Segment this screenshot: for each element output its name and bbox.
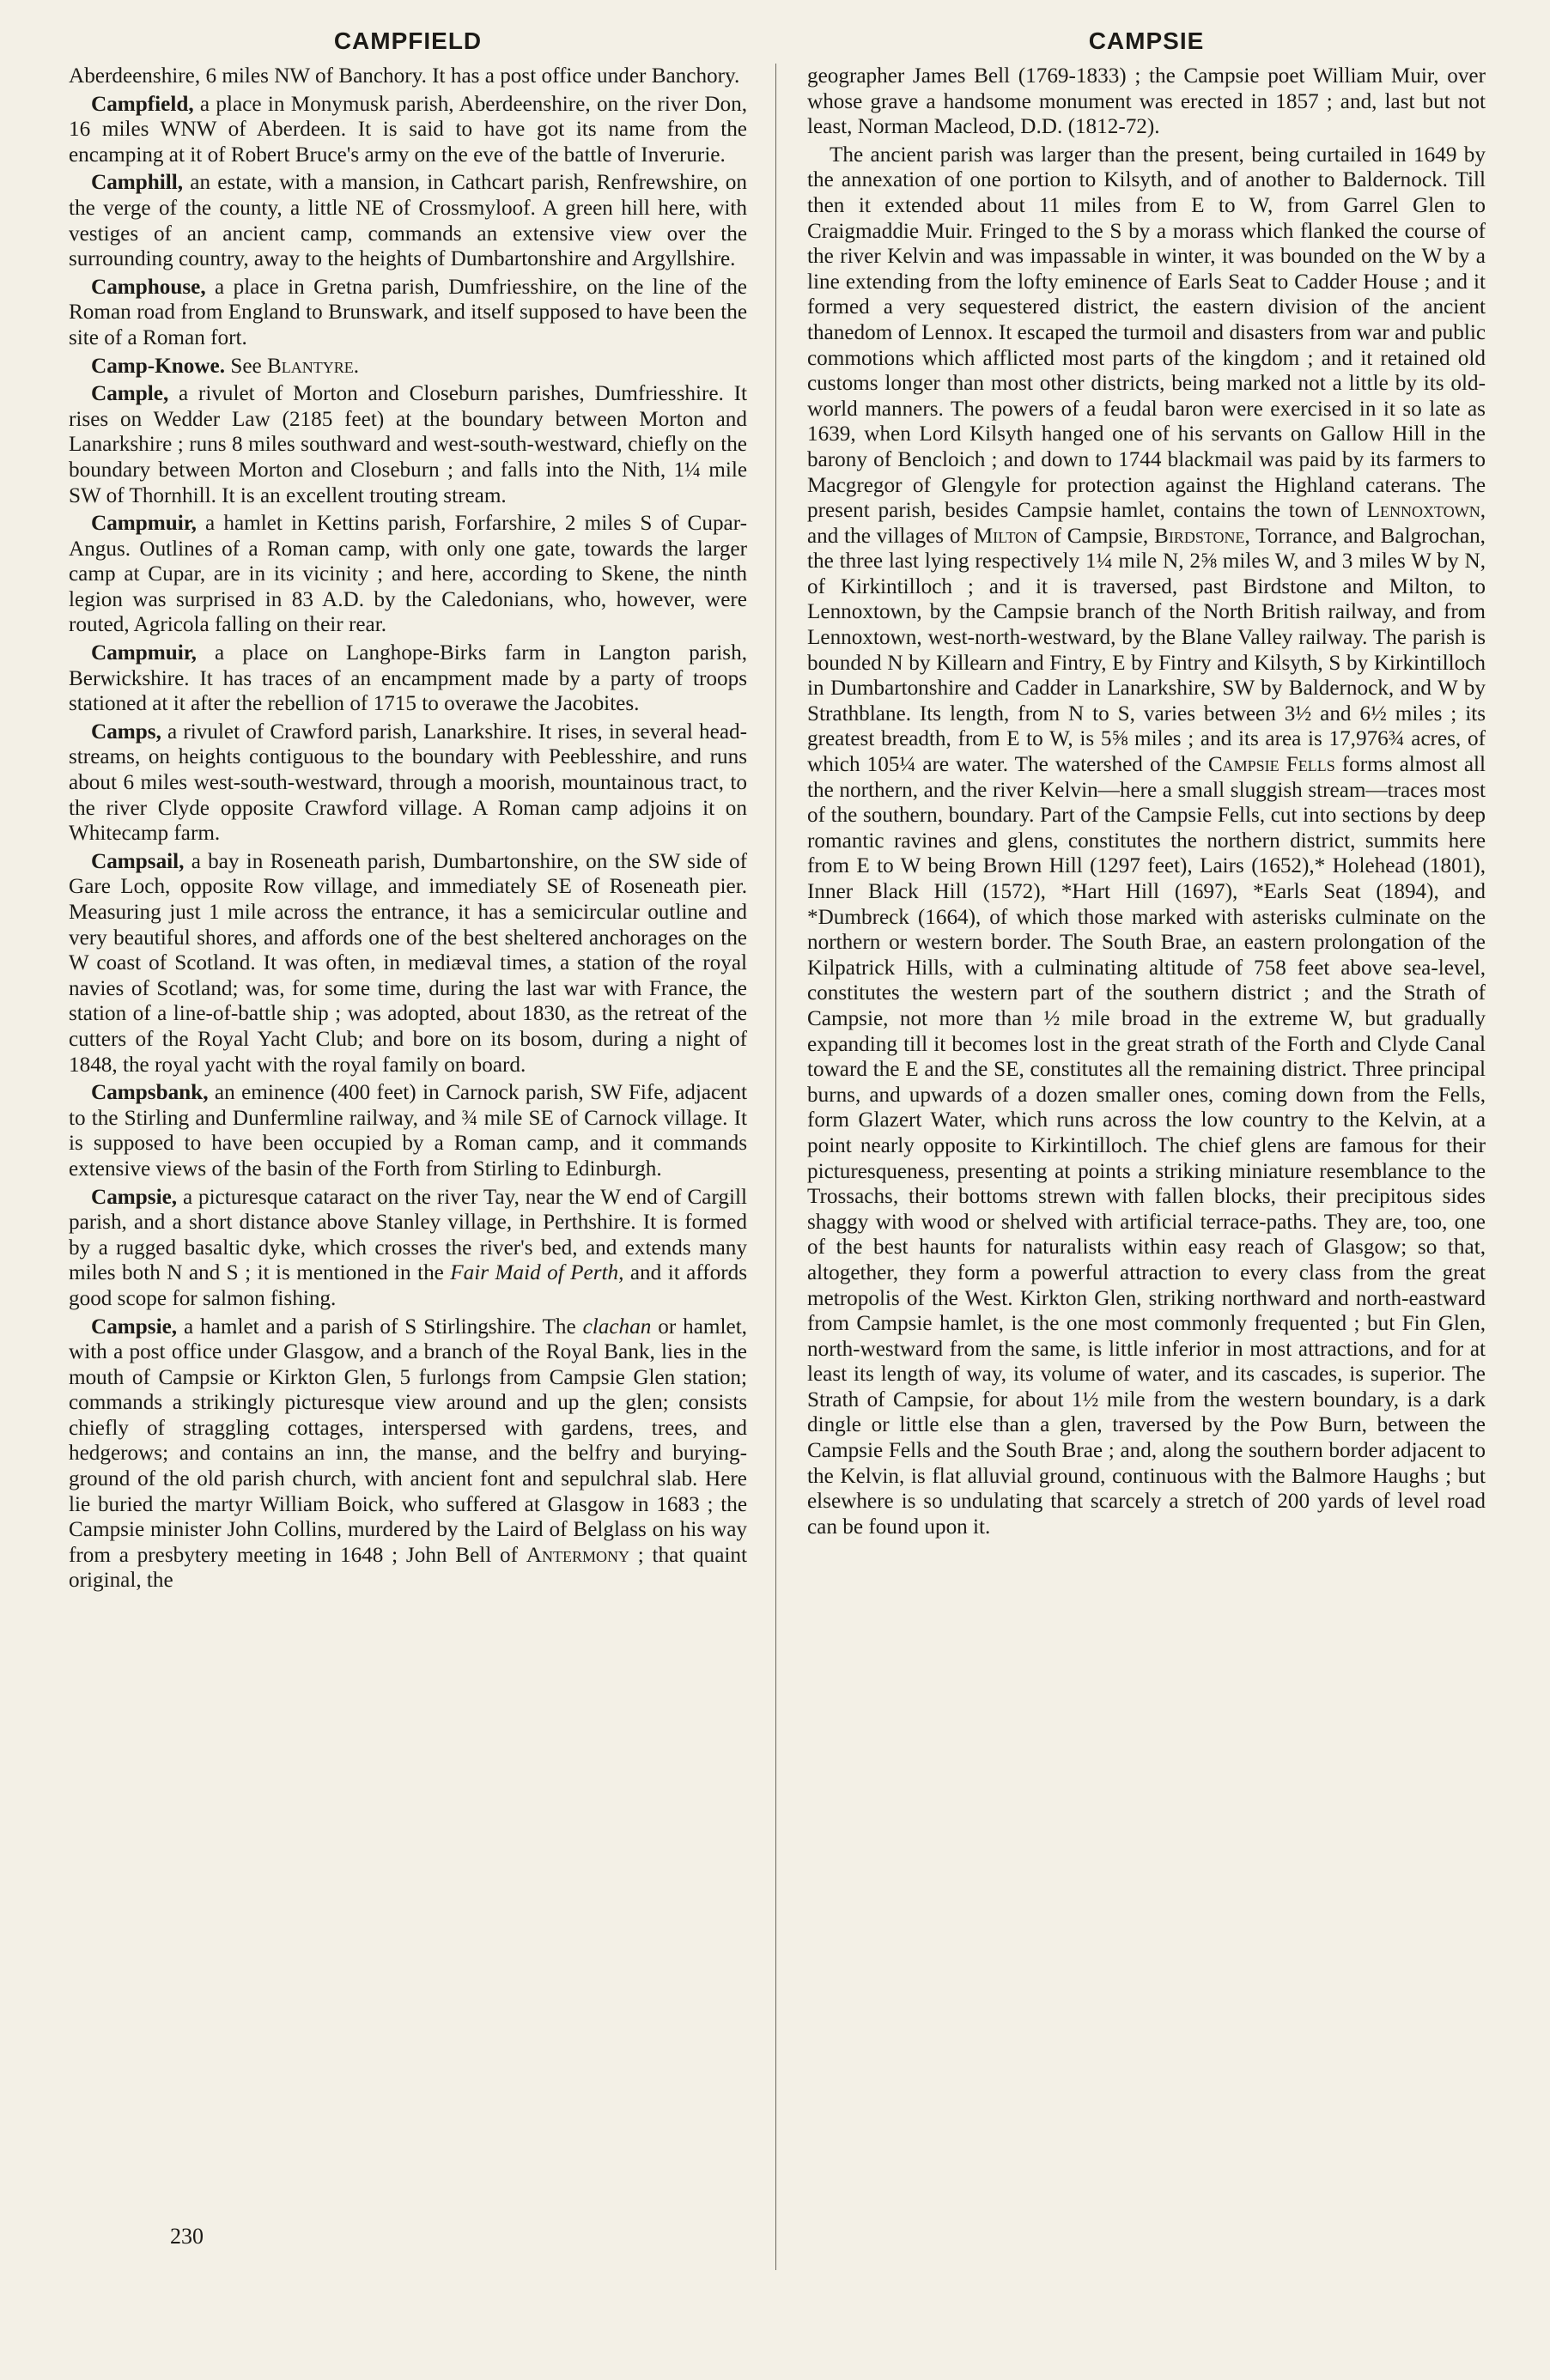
running-head-right: CAMPSIE bbox=[1088, 27, 1205, 54]
cross-reference: Blantyre bbox=[267, 354, 354, 378]
headword: Camp-Knowe. bbox=[91, 354, 226, 378]
headword: Campsie, bbox=[91, 1185, 178, 1209]
headword: Campsbank, bbox=[91, 1081, 209, 1105]
entry-campmuir-berwickshire: Campmuir, a place on Langhope-Birks farm in Langton parish, Berwickshire. It has traces of an encampment made by a party of troops stationed at it after the rebellion of 1715 to overawe the Jacobites. bbox=[69, 641, 747, 716]
column-divider bbox=[775, 64, 776, 2270]
headword: Camphouse, bbox=[91, 275, 206, 299]
paragraph-ancient-parish: The ancient parish was larger than the present, being curtailed in 1649 by the annexation of one portion to Kilsyth, and of another to Baldernock. Till then it extended about 11 miles from E to W, from Garrel Glen to Craigmaddie Muir. Fringed to the S by a morass which flanked the course of the river Kelvin and was impassable in winter, it was bounded on the W by a line extending from the lofty eminence of Earls Seat to Cadder House ; and it formed a very sequestered district, the eastern division of the ancient thanedom of Lennox. It escaped the turmoil and disasters from war and public commotions which afflicted most parts of the kingdom ; and it retained old customs longer than most other districts, being marked not a little by its old-world manners. The powers of a feudal baron were exercised in it so late as 1639, when Lord Kilsyth hanged one of his servants on Gallow Hill in the barony of Bencloich ; and down to 1744 blackmail was paid by its farmers to Macgregor of Glengyle for protection against the Highland caterans. The present parish, besides Campsie hamlet, contains the town of Lennoxtown, and the villages of Milton of Campsie, Birdstone, Torrance, and Balgrochan, the three last lying respectively 1¼ mile N, 2⅝ miles W, and 3 miles W by N, of Kirkintilloch ; and it is traversed, past Birdstone and Milton, to Lennoxtown, by the Campsie branch of the North British railway, and from Lennoxtown, west-north-westward, by the Blane Valley railway. The parish is bounded N by Killearn and Fintry, E by Fintry and Kilsyth, S by Kirkintilloch in Dumbartonshire and Cadder in Lanarkshire, SW by Baldernock, and W by Strathblane. Its length, from N to S, varies between 3½ and 6½ miles ; its greatest breadth, from E to W, is 5⅝ miles ; and its area is 17,976¾ acres, of which 105¼ are water. The watershed of the Campsie Fells forms almost all the northern, and the river Kelvin—here a small sluggish stream—traces most of the southern, boundary. Part of the Campsie Fells, cut into sections by deep romantic ravines and glens, constitutes the northern district, summits here from E to W being Brown Hill (1297 feet), Lairs (1652),* Holehead (1801), Inner Black Hill (1572), *Hart Hill (1697), *Earls Seat (1894), and *Dumbreck (1664), of which those marked with asterisks culminate on the northern or western border. The South Brae, an eastern prolongation of the Kilpatrick Hills, with a culminating altitude of 758 feet above sea-level, constitutes the western part of the southern district ; and the Strath of Campsie, not more than ½ mile broad in the extreme W, but gradually expanding till it becomes lost in the great strath of the Forth and Clyde Canal toward the E and the SE, constitutes all the remaining district. Three principal burns, and upwards of a dozen smaller ones, coming down from the Fells, form Glazert Water, which runs across the low country to the Kelvin, at a point nearly opposite to Kirkintilloch. The chief glens are famous for their picturesqueness, presenting at points a striking miniature resemblance to the Trossachs, their bottoms strewn with fallen blocks, their precipitous sides shaggy with wood or shelved with artificial terrace-paths. They are, too, one of the best haunts for naturalists within easy reach of Glasgow; so that, altogether, they form a powerful attraction to every class from the great metropolis of the West. Kirkton Glen, striking northward and north-eastward from Campsie hamlet, is the one most commonly frequented ; but Fin Glen, north-westward from the same, is little inferior in most attractions, and for at least its length of way, its volume of water, and its cascades, is superior. The Strath of Campsie, for about 1½ mile from the western boundary, is a dark dingle or little else than a glen, traversed by the Pow Burn, between the Campsie Fells and the South Brae ; and, along the southern border adjacent to the Kelvin, is flat alluvial ground, continuous with the Balmore Haughs ; but elsewhere is so undulating that scarcely a stretch of 200 yards of level road can be found upon it. bbox=[807, 143, 1486, 1539]
running-headers bbox=[69, 19, 1486, 64]
title-italic: Fair Maid of Perth, bbox=[450, 1261, 624, 1285]
entry-continuation: Aberdeenshire, 6 miles NW of Banchory. It has a post office under Banchory. bbox=[69, 64, 740, 88]
headword: Campmuir, bbox=[91, 512, 197, 536]
running-head-left: CAMPFIELD bbox=[333, 27, 483, 54]
entry-cample: Cample, a rivulet of Morton and Closeburn parishes, Dumfriesshire. It rises on Wedder Law (2185 feet) at the boundary between Morton and Lanarkshire ; runs 8 miles southward and west-south-westward, chiefly on the boundary between Morton and Closeburn ; and falls into the Nith, 1¼ mile SW of Thornhill. It is an excellent trouting stream. bbox=[69, 382, 747, 507]
headword: Campfield, bbox=[91, 92, 194, 116]
headword: Camps, bbox=[91, 719, 161, 744]
entry-camphouse: Camphouse, a place in Gretna parish, Dumfriesshire, on the line of the Roman road from England to Brunswark, and itself supposed to have been the site of a Roman fort. bbox=[69, 275, 747, 349]
right-column bbox=[807, 64, 1486, 2339]
entry-camps: Camps, a rivulet of Crawford parish, Lanarkshire. It rises, in several head-streams, on heights contiguous to the boundary with Peeblesshire, and runs about 6 miles west-south-westward, through a moorish, mountainous tract, to the river Clyde opposite Crawford village. A Roman camp adjoins it on Whitecamp farm. bbox=[69, 719, 747, 846]
left-column bbox=[69, 64, 747, 2339]
entry-campsie-cataract: Campsie, a picturesque cataract on the river Tay, near the W end of Cargill parish, and a short distance above Stanley village, in Perthshire. It is formed by a rugged basaltic dyke, which crosses the river's bed, and extends many miles both N and S ; it is mentioned in the Fair Maid of Perth, and it affords good scope for salmon fishing. bbox=[69, 1185, 748, 1310]
cross-reference: Birdstone bbox=[1154, 524, 1245, 548]
cross-reference: Lennoxtown bbox=[1366, 499, 1480, 523]
entry-campsbank: Campsbank, an eminence (400 feet) in Carnock parish, SW Fife, adjacent to the Stirling and Dunfermline railway, and ¾ mile SE of Carnock village. It is supposed to have been occupied by a Roman camp, and it commands extensive views of the basin of the Forth from Stirling to Edinburgh. bbox=[69, 1081, 747, 1181]
gazetteer-page bbox=[69, 19, 1486, 2354]
headword: Campsie, bbox=[91, 1314, 178, 1339]
entry-campsie-parish: Campsie, a hamlet and a parish of S Stirlingshire. The clachan or hamlet, with a post office under Glasgow, and a branch of the Royal Bank, lies in the mouth of Campsie or Kirkton Glen, 5 furlongs from Campsie Glen station; commands a strikingly picturesque view around and up the glen; consists chiefly of straggling cottages, interspersed with gardens, trees, and hedgerows; and contains an inn, the manse, and the belfry and burying-ground of the old parish church, with ancient font and sepulchral slab. Here lie buried the martyr William Boick, who suffered at Glasgow in 1683 ; the Campsie minister John Collins, murdered by the Laird of Belglass on his way from a presbytery meeting in 1648 ; John Bell of Antermony ; that quaint original, the bbox=[69, 1314, 747, 1593]
page-number: 230 bbox=[170, 2224, 204, 2249]
cross-reference: Antermony bbox=[526, 1543, 629, 1567]
entry-continuation: geographer James Bell (1769-1833) ; the Campsie poet William Muir, over whose grave a handsome monument was erected in 1857 ; and, last but not least, Norman Macleod, D.D. (1812-72). bbox=[807, 64, 1486, 139]
text-columns bbox=[69, 64, 1486, 2339]
headword: Camphill, bbox=[91, 171, 184, 195]
headword: Campmuir, bbox=[91, 641, 197, 665]
entry-campfield: Campfield, a place in Monymusk parish, Aberdeenshire, on the river Don, 16 miles WNW of Aberdeen. It is said to have got its name from the encamping at it of Robert Bruce's army on the eve of the battle of Inverurie. bbox=[69, 92, 747, 167]
entry-camphill: Camphill, an estate, with a mansion, in Cathcart parish, Renfrewshire, on the verge of the county, a little NE of Crossmyloof. A green hill here, with vestiges of an ancient camp, commands an extensive view over the surrounding country, away to the heights of Dumbartonshire and Argyllshire. bbox=[69, 171, 747, 271]
entry-campmuir-forfarshire: Campmuir, a hamlet in Kettins parish, Forfarshire, 2 miles S of Cupar-Angus. Outlines of a Roman camp, with only one gate, towards the larger camp at Cupar, are in its vicinity ; and here, according to Skene, the ninth legion was surprised in 83 A.D. by the Caledonians, who, however, were routed, Agricola falling on their rear. bbox=[69, 512, 747, 637]
entry-camp-knowe: Camp-Knowe. See Blantyre. bbox=[91, 354, 360, 378]
entry-campsail: Campsail, a bay in Roseneath parish, Dumbartonshire, on the SW side of Gare Loch, opposite Row village, and immediately SE of Roseneath pier. Measuring just 1 mile across the entrance, it has a semicircular outline and very beautiful shores, and affords one of the best sheltered anchorages on the W coast of Scotland. It was often, in mediæval times, a station of the royal navies of Scotland; was, for some time, during the last war with France, the station of a line-of-battle ship ; was adopted, about 1830, as the retreat of the cutters of the Royal Yacht Club; and bore on its bosom, during a night of 1848, the royal yacht with the royal family on board. bbox=[69, 849, 747, 1077]
cross-reference: Campsie Fells bbox=[1207, 753, 1335, 777]
cross-reference: Milton bbox=[973, 524, 1038, 548]
term-italic: clachan bbox=[582, 1314, 652, 1339]
headword: Campsail, bbox=[91, 849, 185, 873]
headword: Cample, bbox=[91, 382, 169, 406]
